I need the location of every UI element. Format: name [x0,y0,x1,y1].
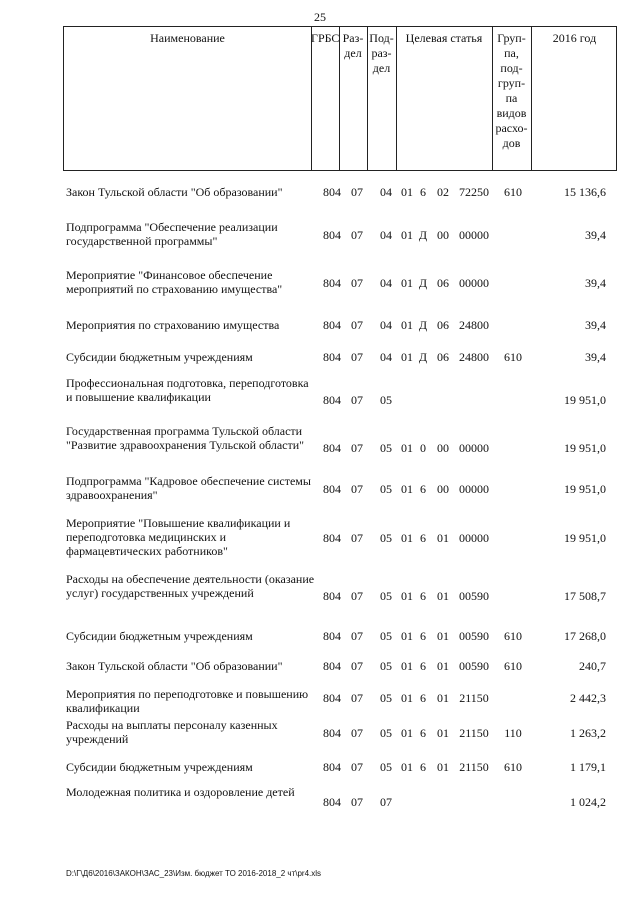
row-target-event: 01 [437,659,449,673]
row-value-2016: 39,4 [585,228,606,242]
row-value-2016: 19 951,0 [564,482,606,496]
row-razdel: 07 [351,185,363,199]
row-grbs: 804 [323,691,341,705]
row-podrazdel: 05 [380,441,392,455]
row-target-event: 01 [437,691,449,705]
row-target-code: 24800 [459,318,489,332]
row-target-event: 01 [437,760,449,774]
row-grbs: 804 [323,185,341,199]
row-target-event: 01 [437,531,449,545]
row-target-subprogram: Д [418,350,428,364]
row-target-code: 00590 [459,629,489,643]
row-grbs: 804 [323,589,341,603]
header-year: 2016 год [552,31,597,45]
row-target-code: 00590 [459,589,489,603]
row-target-event: 06 [437,276,449,290]
row-podrazdel: 05 [380,629,392,643]
row-target-program: 01 [401,726,413,740]
row-target-program: 01 [401,350,413,364]
row-target-event: 06 [437,350,449,364]
row-value-2016: 19 951,0 [564,531,606,545]
row-razdel: 07 [351,393,363,407]
row-target-program: 01 [401,228,413,242]
row-value-2016: 15 136,6 [564,185,606,199]
row-value-2016: 1 263,2 [570,726,606,740]
header-podrazdel: Под- раз- дел [369,31,394,75]
header-target: Целевая статья [405,31,483,45]
row-value-2016: 1 024,2 [570,795,606,809]
row-name: Мероприятия по страхованию имущества [66,318,280,332]
row-target-subprogram: 6 [420,760,426,774]
row-name: Мероприятие "Повышение квалификации и переподготовка медицинских и фармацевтических работников" [66,516,291,558]
row-razdel: 07 [351,350,363,364]
row-target-program: 01 [401,531,413,545]
row-target-event: 02 [437,185,449,199]
row-group: 610 [504,629,522,643]
row-grbs: 804 [323,276,341,290]
row-target-code: 00590 [459,659,489,673]
row-grbs: 804 [323,760,341,774]
row-target-program: 01 [401,482,413,496]
row-name: Подпрограмма "Обеспечение реализации государственной программы" [66,220,278,248]
row-target-program: 01 [401,185,413,199]
row-value-2016: 17 508,7 [564,589,606,603]
row-razdel: 07 [351,441,363,455]
row-group: 610 [504,659,522,673]
row-target-subprogram: 6 [420,531,426,545]
row-grbs: 804 [323,393,341,407]
row-name: Мероприятие "Финансовое обеспечение мероприятий по страхованию имущества" [66,268,283,296]
row-target-program: 01 [401,760,413,774]
row-razdel: 07 [351,482,363,496]
row-target-program: 01 [401,441,413,455]
row-value-2016: 39,4 [585,350,606,364]
row-razdel: 07 [351,276,363,290]
row-value-2016: 240,7 [579,659,606,673]
row-target-subprogram: 6 [420,482,426,496]
row-target-program: 01 [401,691,413,705]
row-grbs: 804 [323,228,341,242]
row-target-code: 21150 [459,691,489,705]
row-grbs: 804 [323,659,341,673]
row-target-subprogram: 6 [420,726,426,740]
row-target-code: 72250 [459,185,489,199]
row-target-code: 00000 [459,276,489,290]
row-value-2016: 1 179,1 [570,760,606,774]
row-podrazdel: 04 [380,185,392,199]
row-value-2016: 19 951,0 [564,441,606,455]
row-group: 610 [504,760,522,774]
row-podrazdel: 05 [380,482,392,496]
row-target-subprogram: 6 [420,629,426,643]
row-razdel: 07 [351,795,363,809]
row-group: 610 [504,185,522,199]
row-name: Мероприятия по переподготовке и повышению квалификации [66,687,309,715]
row-name: Подпрограмма "Кадровое обеспечение системы здравоохранения" [66,474,311,502]
row-target-event: 00 [437,482,449,496]
row-target-program: 01 [401,589,413,603]
row-podrazdel: 05 [380,659,392,673]
row-grbs: 804 [323,795,341,809]
row-target-subprogram: Д [418,318,428,332]
row-target-event: 06 [437,318,449,332]
row-podrazdel: 05 [380,691,392,705]
row-podrazdel: 07 [380,795,392,809]
row-razdel: 07 [351,726,363,740]
header-razdel: Раз- дел [342,31,364,60]
row-target-code: 00000 [459,228,489,242]
row-target-subprogram: 6 [420,659,426,673]
row-target-program: 01 [401,276,413,290]
row-value-2016: 17 268,0 [564,629,606,643]
row-value-2016: 19 951,0 [564,393,606,407]
row-name: Профессиональная подготовка, переподготовка и повышение квалификации [66,376,309,404]
file-path: D:\Г\Д6\2016\ЗАКОН\ЗАС_23\Изм. бюджет ТО 2016-2018_2 чт\pr4.xls [66,869,322,878]
row-target-event: 00 [437,441,449,455]
row-target-event: 01 [437,629,449,643]
row-target-subprogram: Д [418,276,428,290]
row-podrazdel: 04 [380,350,392,364]
row-name: Государственная программа Тульской области "Развитие здравоохранения Тульской области" [66,424,305,452]
row-razdel: 07 [351,318,363,332]
row-podrazdel: 05 [380,589,392,603]
row-group: 610 [504,350,522,364]
row-podrazdel: 05 [380,726,392,740]
page-number: 25 [314,10,326,24]
row-name: Субсидии бюджетным учреждениям [66,629,253,643]
row-grbs: 804 [323,531,341,545]
row-grbs: 804 [323,441,341,455]
row-name: Субсидии бюджетным учреждениям [66,350,253,364]
header-grbs: ГРБС [311,31,340,45]
row-target-event: 01 [437,726,449,740]
row-podrazdel: 04 [380,318,392,332]
row-target-event: 00 [437,228,449,242]
row-target-subprogram: 6 [420,589,426,603]
row-target-program: 01 [401,629,413,643]
row-podrazdel: 04 [380,276,392,290]
row-target-code: 00000 [459,482,489,496]
header-group: Груп- па, под- груп- па видов расхо- дов [495,31,528,150]
row-podrazdel: 05 [380,760,392,774]
row-target-subprogram: 6 [420,691,426,705]
row-target-program: 01 [401,318,413,332]
row-grbs: 804 [323,350,341,364]
row-razdel: 07 [351,760,363,774]
row-razdel: 07 [351,691,363,705]
row-razdel: 07 [351,629,363,643]
row-target-code: 00000 [459,531,489,545]
row-name: Расходы на выплаты персоналу казенных учреждений [66,718,278,746]
row-name: Субсидии бюджетным учреждениям [66,760,253,774]
row-target-subprogram: 6 [420,185,426,199]
row-target-subprogram: Д [418,228,428,242]
row-target-code: 00000 [459,441,489,455]
row-name: Закон Тульской области "Об образовании" [66,185,283,199]
row-razdel: 07 [351,531,363,545]
row-grbs: 804 [323,629,341,643]
row-razdel: 07 [351,228,363,242]
row-podrazdel: 04 [380,228,392,242]
row-group: 110 [504,726,522,740]
row-podrazdel: 05 [380,393,392,407]
row-grbs: 804 [323,482,341,496]
row-target-code: 21150 [459,760,489,774]
row-target-code: 21150 [459,726,489,740]
row-razdel: 07 [351,589,363,603]
row-target-event: 01 [437,589,449,603]
row-podrazdel: 05 [380,531,392,545]
row-target-subprogram: 0 [420,441,426,455]
row-value-2016: 39,4 [585,276,606,290]
row-razdel: 07 [351,659,363,673]
row-name: Молодежная политика и оздоровление детей [66,785,295,799]
row-value-2016: 39,4 [585,318,606,332]
row-value-2016: 2 442,3 [570,691,606,705]
row-name: Закон Тульской области "Об образовании" [66,659,283,673]
row-grbs: 804 [323,726,341,740]
header-name: Наименование [150,31,225,45]
row-grbs: 804 [323,318,341,332]
row-target-program: 01 [401,659,413,673]
row-target-code: 24800 [459,350,489,364]
row-name: Расходы на обеспечение деятельности (оказание услуг) государственных учреждений [66,572,315,600]
